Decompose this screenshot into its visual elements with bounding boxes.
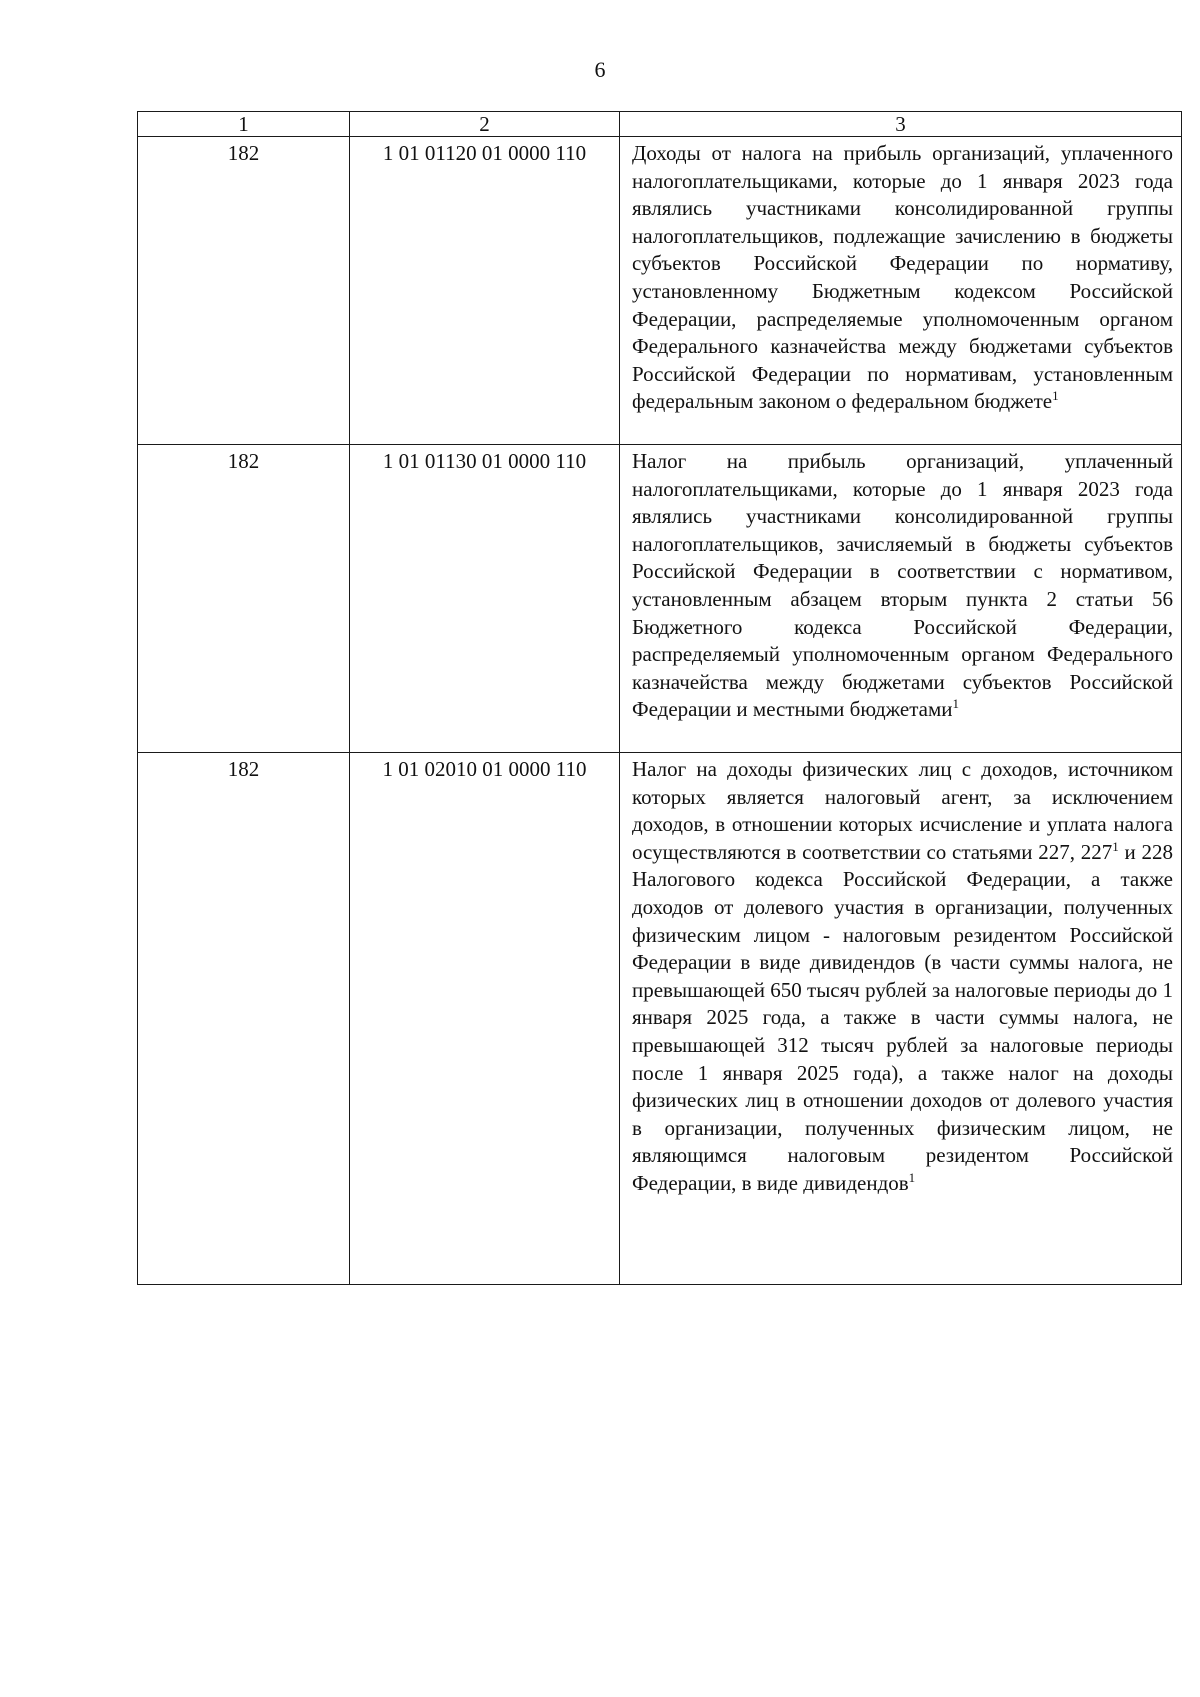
- description-cell: [620, 753, 1182, 1285]
- admin-code-cell: 182: [138, 753, 350, 1285]
- table-header-row: [138, 112, 1182, 137]
- footnote-mark: 1: [908, 1169, 916, 1185]
- table-row: [138, 445, 1182, 753]
- admin-code-cell: 182: [138, 445, 350, 753]
- table-row: [138, 137, 1182, 445]
- kbk-cell: 1 01 01120 01 0000 110: [350, 137, 620, 445]
- description-text: Налог на прибыль организаций, уплаченный налогоплательщиками, которые до 1 января 2023 года являлись участниками консолидированной группы налогоплательщиков, зачисляемый в бюджеты субъектов Российской Федерации в соответствии с нормативом, установленным абзацем вторым пункта 2 статьи 56 Бюджетного кодекса Российской Федерации, распределяемый уполномоченным органом Федерального казначейства между бюджетами субъектов Российской Федерации и местными бюджетами: [632, 449, 1173, 722]
- description-cell: [620, 445, 1182, 753]
- column-header-2: 2: [350, 112, 620, 137]
- column-header-3: 3: [620, 112, 1182, 137]
- description-text-part-1: Налог на доходы физических лиц с доходов, источником которых является налоговый агент, за исключением доходов, в отношении которых исчисление и уплата налога осуществляются в соответствии со статьями 227, 227: [632, 757, 1173, 864]
- article-superscript: 1: [1112, 838, 1119, 854]
- kbk-cell: 1 01 01130 01 0000 110: [350, 445, 620, 753]
- revenue-codes-table: [137, 111, 1182, 1285]
- table-row: [138, 753, 1182, 1285]
- footnote-mark: 1: [952, 696, 959, 712]
- admin-code-cell: 182: [138, 137, 350, 445]
- page-number: 6: [594, 57, 606, 82]
- footnote-mark: 1: [1052, 388, 1059, 404]
- column-header-1: 1: [138, 112, 350, 137]
- description-text: Доходы от налога на прибыль организаций, уплаченного налогоплательщиками, которые до 1 января 2023 года являлись участниками консолидированной группы налогоплательщиков, подлежащие зачислению в бюджеты субъектов Российской Федерации по нормативу, установленному Бюджетным кодексом Российской Федерации, распределяемые уполномоченным органом Федерального казначейства между бюджетами субъектов Российской Федерации по нормативам, установленным федеральным законом о федеральном бюджете: [632, 141, 1173, 414]
- kbk-cell: 1 01 02010 01 0000 110: [350, 753, 620, 1285]
- description-text-part-2: и 228 Налогового кодекса Российской Федерации, а также доходов от долевого участия в организации, полученных физическим лицом - налоговым резидентом Российской Федерации в виде дивидендов (в части суммы налога, не превышающей 650 тысяч рублей за налоговые периоды до 1 января 2025 года, а также в части суммы налога, не превышающей 312 тысяч рублей за налоговые периоды после 1 января 2025 года), а также налог на доходы физических лиц в отношении доходов от долевого участия в организации, полученных физическим лицом, не являющимся налоговым резидентом Российской Федерации, в виде дивидендов: [632, 839, 1173, 1195]
- description-cell: [620, 137, 1182, 445]
